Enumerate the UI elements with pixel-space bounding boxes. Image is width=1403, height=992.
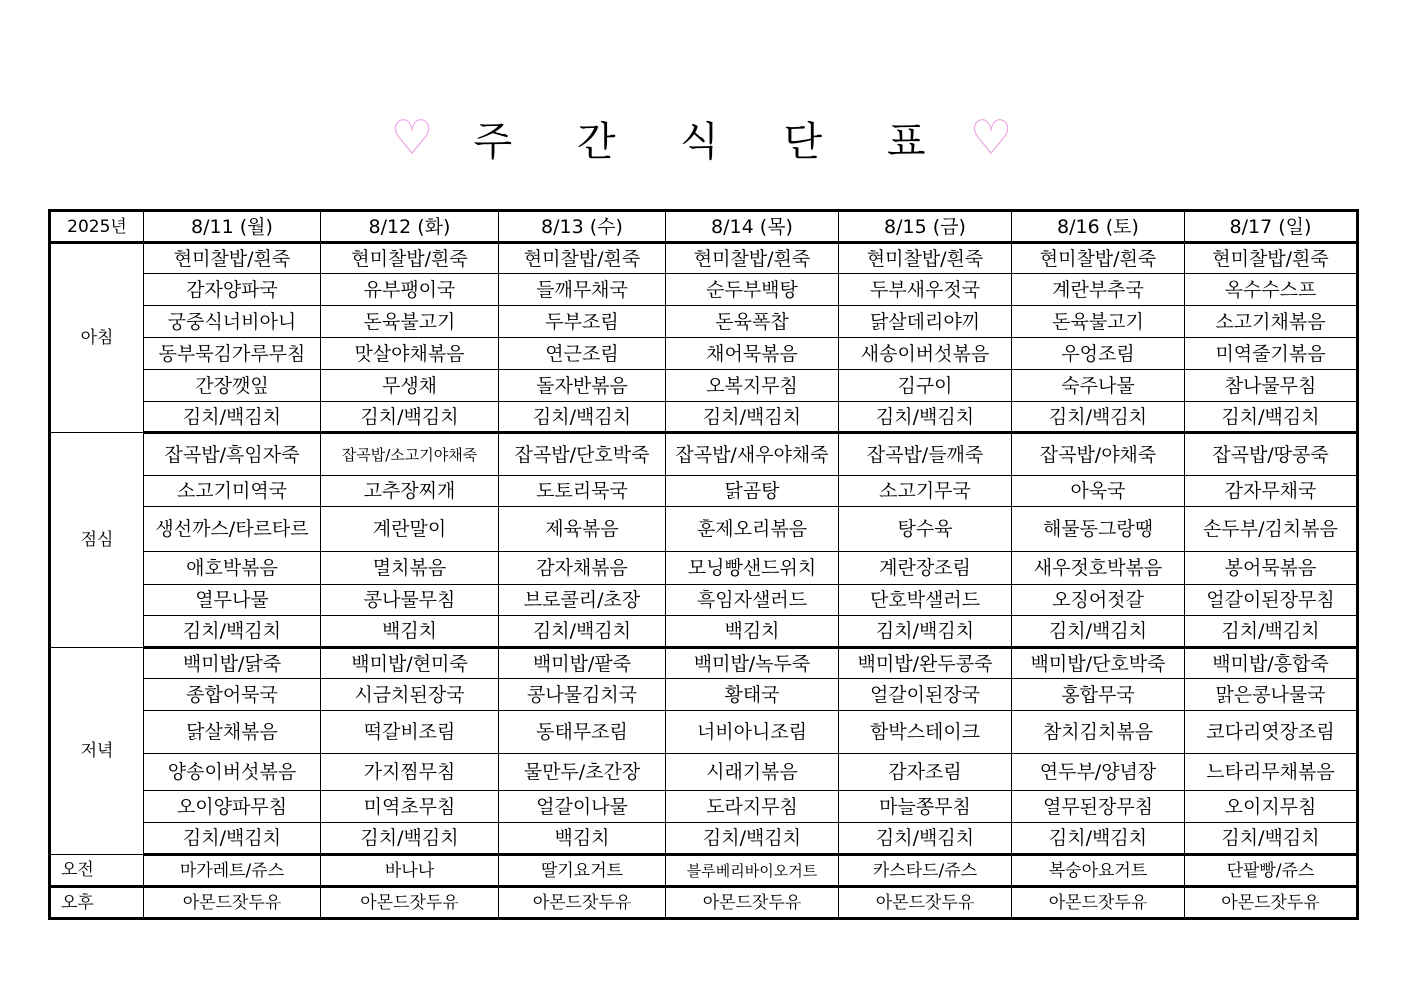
menu-cell: 김구이: [839, 370, 1012, 402]
menu-cell: 감자채볶음: [499, 552, 666, 585]
menu-cell: 단호박샐러드: [839, 585, 1012, 616]
meal-label: 저녁: [50, 648, 144, 855]
snack-cell: 딸기요거트: [499, 855, 666, 887]
menu-row: [50, 616, 1358, 648]
menu-cell: 오이지무침: [1185, 791, 1358, 823]
menu-cell: 봉어묵볶음: [1185, 552, 1358, 585]
menu-cell: 무생채: [321, 370, 499, 402]
menu-cell: 콩나물무침: [321, 585, 499, 616]
year-cell: 2025년: [50, 211, 144, 243]
menu-cell: 열무나물: [144, 585, 321, 616]
menu-cell: 감자양파국: [144, 274, 321, 306]
menu-cell: 느타리무채볶음: [1185, 754, 1358, 791]
menu-cell: 잡곡밥/땅콩죽: [1185, 433, 1358, 476]
day-header: 8/14 (목): [666, 211, 839, 243]
menu-cell: 백미밥/녹두죽: [666, 648, 839, 679]
page-title: 주 간 식 단 표: [473, 118, 952, 165]
menu-cell: 김치/백김치: [1185, 402, 1358, 433]
snack-label: 오전: [50, 855, 144, 887]
menu-cell: 종합어묵국: [144, 679, 321, 711]
snack-cell: 아몬드잣두유: [1185, 887, 1358, 919]
snack-cell: 아몬드잣두유: [666, 887, 839, 919]
menu-cell: 채어묵볶음: [666, 338, 839, 370]
snack-cell: 블루베리바이오거트: [666, 855, 839, 887]
menu-cell: 계란말이: [321, 507, 499, 552]
menu-cell: 백김치: [321, 616, 499, 648]
menu-cell: 백김치: [666, 616, 839, 648]
menu-cell: 얼갈이된장무침: [1185, 585, 1358, 616]
menu-cell: 들깨무채국: [499, 274, 666, 306]
header-row: [50, 211, 1358, 243]
menu-row: [50, 552, 1358, 585]
snack-label: 오후: [50, 887, 144, 919]
menu-cell: 닭살데리야끼: [839, 306, 1012, 338]
menu-cell: 연근조림: [499, 338, 666, 370]
menu-cell: 김치/백김치: [666, 823, 839, 855]
menu-cell: 백미밥/완두콩죽: [839, 648, 1012, 679]
menu-cell: 현미찰밥/흰죽: [321, 243, 499, 274]
snack-cell: 아몬드잣두유: [499, 887, 666, 919]
menu-cell: 소고기채볶음: [1185, 306, 1358, 338]
snack-cell: 마가레트/쥬스: [144, 855, 321, 887]
menu-cell: 해물동그랑땡: [1012, 507, 1185, 552]
menu-cell: 계란부추국: [1012, 274, 1185, 306]
menu-cell: 백미밥/닭죽: [144, 648, 321, 679]
snack-row: [50, 855, 1358, 887]
heart-right-icon: ♡: [969, 110, 1013, 166]
snack-cell: 단팥빵/쥬스: [1185, 855, 1358, 887]
menu-cell: 옥수수스프: [1185, 274, 1358, 306]
menu-cell: 동태무조림: [499, 711, 666, 754]
menu-cell: 얼갈이된장국: [839, 679, 1012, 711]
menu-cell: 아욱국: [1012, 476, 1185, 507]
menu-row: [50, 274, 1358, 306]
menu-cell: 백미밥/팥죽: [499, 648, 666, 679]
menu-cell: 김치/백김치: [666, 402, 839, 433]
weekly-menu-table: [48, 209, 1359, 920]
day-header: 8/16 (토): [1012, 211, 1185, 243]
menu-cell: 감자무채국: [1185, 476, 1358, 507]
menu-cell: 모닝빵샌드위치: [666, 552, 839, 585]
menu-cell: 백미밥/흥합죽: [1185, 648, 1358, 679]
menu-cell: 가지찜무침: [321, 754, 499, 791]
menu-cell: 유부팽이국: [321, 274, 499, 306]
menu-cell: 오복지무침: [666, 370, 839, 402]
meal-label: 점심: [50, 433, 144, 648]
menu-cell: 흑임자샐러드: [666, 585, 839, 616]
menu-cell: 생선까스/타르타르: [144, 507, 321, 552]
menu-row: [50, 370, 1358, 402]
meal-label: 아침: [50, 243, 144, 433]
menu-row: [50, 338, 1358, 370]
menu-cell: 물만두/초간장: [499, 754, 666, 791]
menu-cell: 손두부/김치볶음: [1185, 507, 1358, 552]
menu-cell: 김치/백김치: [321, 402, 499, 433]
menu-cell: 김치/백김치: [144, 823, 321, 855]
menu-cell: 오이양파무침: [144, 791, 321, 823]
menu-cell: 오징어젓갈: [1012, 585, 1185, 616]
menu-cell: 돈육불고기: [321, 306, 499, 338]
menu-cell: 김치/백김치: [1185, 616, 1358, 648]
menu-row: [50, 507, 1358, 552]
menu-cell: 고추장찌개: [321, 476, 499, 507]
day-header: 8/15 (금): [839, 211, 1012, 243]
snack-cell: 복숭아요거트: [1012, 855, 1185, 887]
menu-cell: 떡갈비조림: [321, 711, 499, 754]
menu-cell: 시래기볶음: [666, 754, 839, 791]
menu-cell: 우엉조림: [1012, 338, 1185, 370]
snack-cell: 바나나: [321, 855, 499, 887]
menu-cell: 현미찰밥/흰죽: [144, 243, 321, 274]
menu-cell: 김치/백김치: [499, 616, 666, 648]
menu-cell: 함박스테이크: [839, 711, 1012, 754]
menu-row: [50, 754, 1358, 791]
menu-cell: 현미찰밥/흰죽: [1185, 243, 1358, 274]
menu-row: [50, 402, 1358, 433]
menu-cell: 동부묵김가루무침: [144, 338, 321, 370]
menu-cell: 잡곡밥/소고기야채죽: [321, 433, 499, 476]
menu-cell: 잡곡밥/흑임자죽: [144, 433, 321, 476]
menu-cell: 연두부/양념장: [1012, 754, 1185, 791]
menu-cell: 제육볶음: [499, 507, 666, 552]
menu-cell: 현미찰밥/흰죽: [499, 243, 666, 274]
menu-cell: 참나물무침: [1185, 370, 1358, 402]
menu-cell: 도토리묵국: [499, 476, 666, 507]
menu-cell: 코다리엿장조림: [1185, 711, 1358, 754]
menu-cell: 김치/백김치: [1012, 823, 1185, 855]
menu-cell: 백김치: [499, 823, 666, 855]
menu-cell: 김치/백김치: [144, 402, 321, 433]
menu-row: [50, 476, 1358, 507]
menu-cell: 소고기미역국: [144, 476, 321, 507]
menu-cell: 시금치된장국: [321, 679, 499, 711]
menu-cell: 훈제오리볶음: [666, 507, 839, 552]
menu-cell: 닭살채볶음: [144, 711, 321, 754]
menu-row: [50, 585, 1358, 616]
menu-cell: 돌자반볶음: [499, 370, 666, 402]
snack-cell: 아몬드잣두유: [321, 887, 499, 919]
menu-cell: 홍합무국: [1012, 679, 1185, 711]
snack-cell: 아몬드잣두유: [839, 887, 1012, 919]
menu-cell: 김치/백김치: [839, 823, 1012, 855]
menu-cell: 황태국: [666, 679, 839, 711]
menu-cell: 김치/백김치: [839, 402, 1012, 433]
menu-row: [50, 306, 1358, 338]
menu-cell: 두부새우젓국: [839, 274, 1012, 306]
menu-row: [50, 648, 1358, 679]
menu-cell: 미역줄기볶음: [1185, 338, 1358, 370]
menu-cell: 양송이버섯볶음: [144, 754, 321, 791]
day-header: 8/12 (화): [321, 211, 499, 243]
menu-cell: 도라지무침: [666, 791, 839, 823]
snack-cell: 아몬드잣두유: [144, 887, 321, 919]
snack-row: [50, 887, 1358, 919]
menu-cell: 너비아니조림: [666, 711, 839, 754]
day-header: 8/17 (일): [1185, 211, 1358, 243]
snack-cell: 카스타드/쥬스: [839, 855, 1012, 887]
menu-cell: 열무된장무침: [1012, 791, 1185, 823]
menu-cell: 콩나물김치국: [499, 679, 666, 711]
menu-cell: 백미밥/단호박죽: [1012, 648, 1185, 679]
menu-body: [50, 243, 1358, 919]
menu-row: [50, 711, 1358, 754]
menu-cell: 김치/백김치: [1012, 616, 1185, 648]
menu-cell: 간장깻잎: [144, 370, 321, 402]
day-header: 8/11 (월): [144, 211, 321, 243]
menu-cell: 김치/백김치: [1185, 823, 1358, 855]
menu-cell: 맛살야채볶음: [321, 338, 499, 370]
menu-cell: 돈육폭찹: [666, 306, 839, 338]
menu-cell: 애호박볶음: [144, 552, 321, 585]
menu-cell: 잡곡밥/들깨죽: [839, 433, 1012, 476]
menu-cell: 새우젓호박볶음: [1012, 552, 1185, 585]
menu-cell: 맑은콩나물국: [1185, 679, 1358, 711]
menu-cell: 김치/백김치: [144, 616, 321, 648]
menu-cell: 김치/백김치: [839, 616, 1012, 648]
menu-cell: 김치/백김치: [499, 402, 666, 433]
menu-cell: 현미찰밥/흰죽: [1012, 243, 1185, 274]
menu-cell: 잡곡밥/단호박죽: [499, 433, 666, 476]
menu-cell: 얼갈이나물: [499, 791, 666, 823]
snack-cell: 아몬드잣두유: [1012, 887, 1185, 919]
menu-row: [50, 823, 1358, 855]
menu-cell: 계란장조림: [839, 552, 1012, 585]
menu-cell: 감자조림: [839, 754, 1012, 791]
menu-row: [50, 791, 1358, 823]
menu-cell: 현미찰밥/흰죽: [666, 243, 839, 274]
menu-cell: 김치/백김치: [321, 823, 499, 855]
menu-cell: 참치김치볶음: [1012, 711, 1185, 754]
menu-cell: 잡곡밥/야채죽: [1012, 433, 1185, 476]
menu-cell: 소고기무국: [839, 476, 1012, 507]
menu-cell: 숙주나물: [1012, 370, 1185, 402]
menu-cell: 잡곡밥/새우야채죽: [666, 433, 839, 476]
menu-cell: 새송이버섯볶음: [839, 338, 1012, 370]
menu-cell: 멸치볶음: [321, 552, 499, 585]
menu-cell: 마늘쫑무침: [839, 791, 1012, 823]
menu-cell: 백미밥/현미죽: [321, 648, 499, 679]
menu-cell: 궁중식너비아니: [144, 306, 321, 338]
menu-cell: 김치/백김치: [1012, 402, 1185, 433]
menu-cell: 탕수육: [839, 507, 1012, 552]
menu-cell: 브로콜리/초장: [499, 585, 666, 616]
menu-row: [50, 243, 1358, 274]
menu-cell: 두부조림: [499, 306, 666, 338]
menu-cell: 미역초무침: [321, 791, 499, 823]
day-header: 8/13 (수): [499, 211, 666, 243]
menu-row: [50, 433, 1358, 476]
menu-cell: 닭곰탕: [666, 476, 839, 507]
menu-cell: 순두부백탕: [666, 274, 839, 306]
menu-cell: 돈육불고기: [1012, 306, 1185, 338]
title-row: [0, 108, 1403, 168]
heart-left-icon: ♡: [390, 110, 434, 166]
menu-cell: 현미찰밥/흰죽: [839, 243, 1012, 274]
menu-row: [50, 679, 1358, 711]
